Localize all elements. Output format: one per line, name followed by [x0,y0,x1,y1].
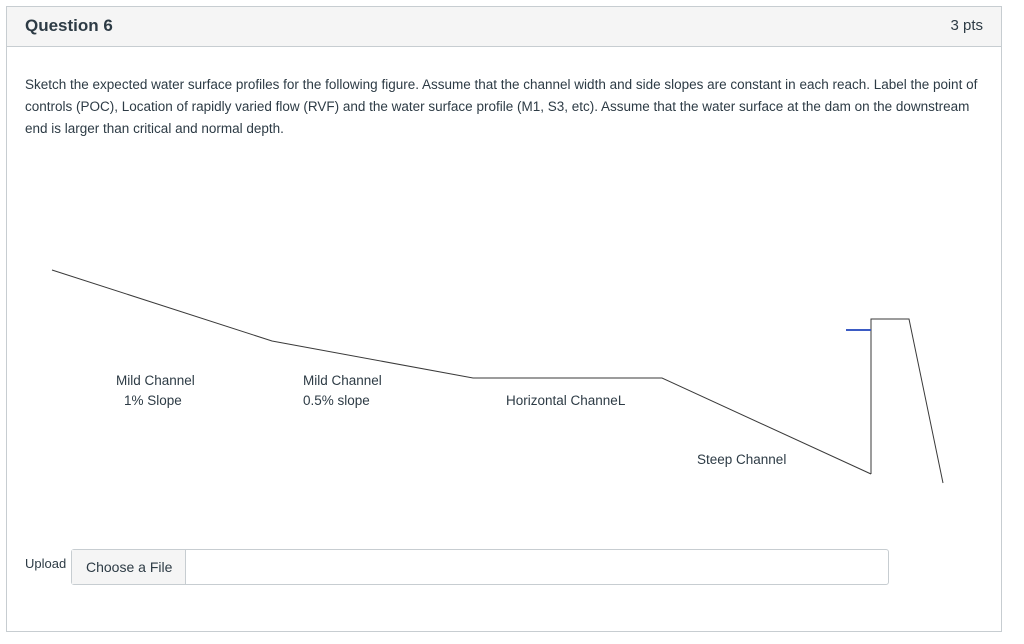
question-text: Sketch the expected water surface profiles for the following figure. Assume that the channel width and side slopes are constant in each reach. Label the point of controls (POC), Location of rapidly varied flow (RVF) and the water surface profile (M1, S3, etc). Assume that the water surface at the dam on the downstream end is larger than critical and normal depth. [25,77,978,136]
upload-label: Upload [25,556,67,571]
reach2-label-line2: 0.5% slope [303,393,370,408]
reach1-label-line1: Mild Channel [116,373,195,388]
reach1-label-line2: 1% Slope [124,393,182,408]
reach4-label: Steep Channel [697,452,787,467]
reach3-label: Horizontal ChanneL [506,393,626,408]
file-upload-field[interactable] [71,549,889,585]
question-title: Question 6 [25,16,113,35]
question-card [6,6,1002,632]
reach2-label-line1: Mild Channel [303,373,382,388]
dam-outline [871,319,943,483]
channel-profile-figure [7,7,1003,633]
question-points: 3 pts [950,17,983,34]
channel-bed-line [52,270,871,474]
choose-file-button[interactable]: Choose a File [72,550,186,584]
